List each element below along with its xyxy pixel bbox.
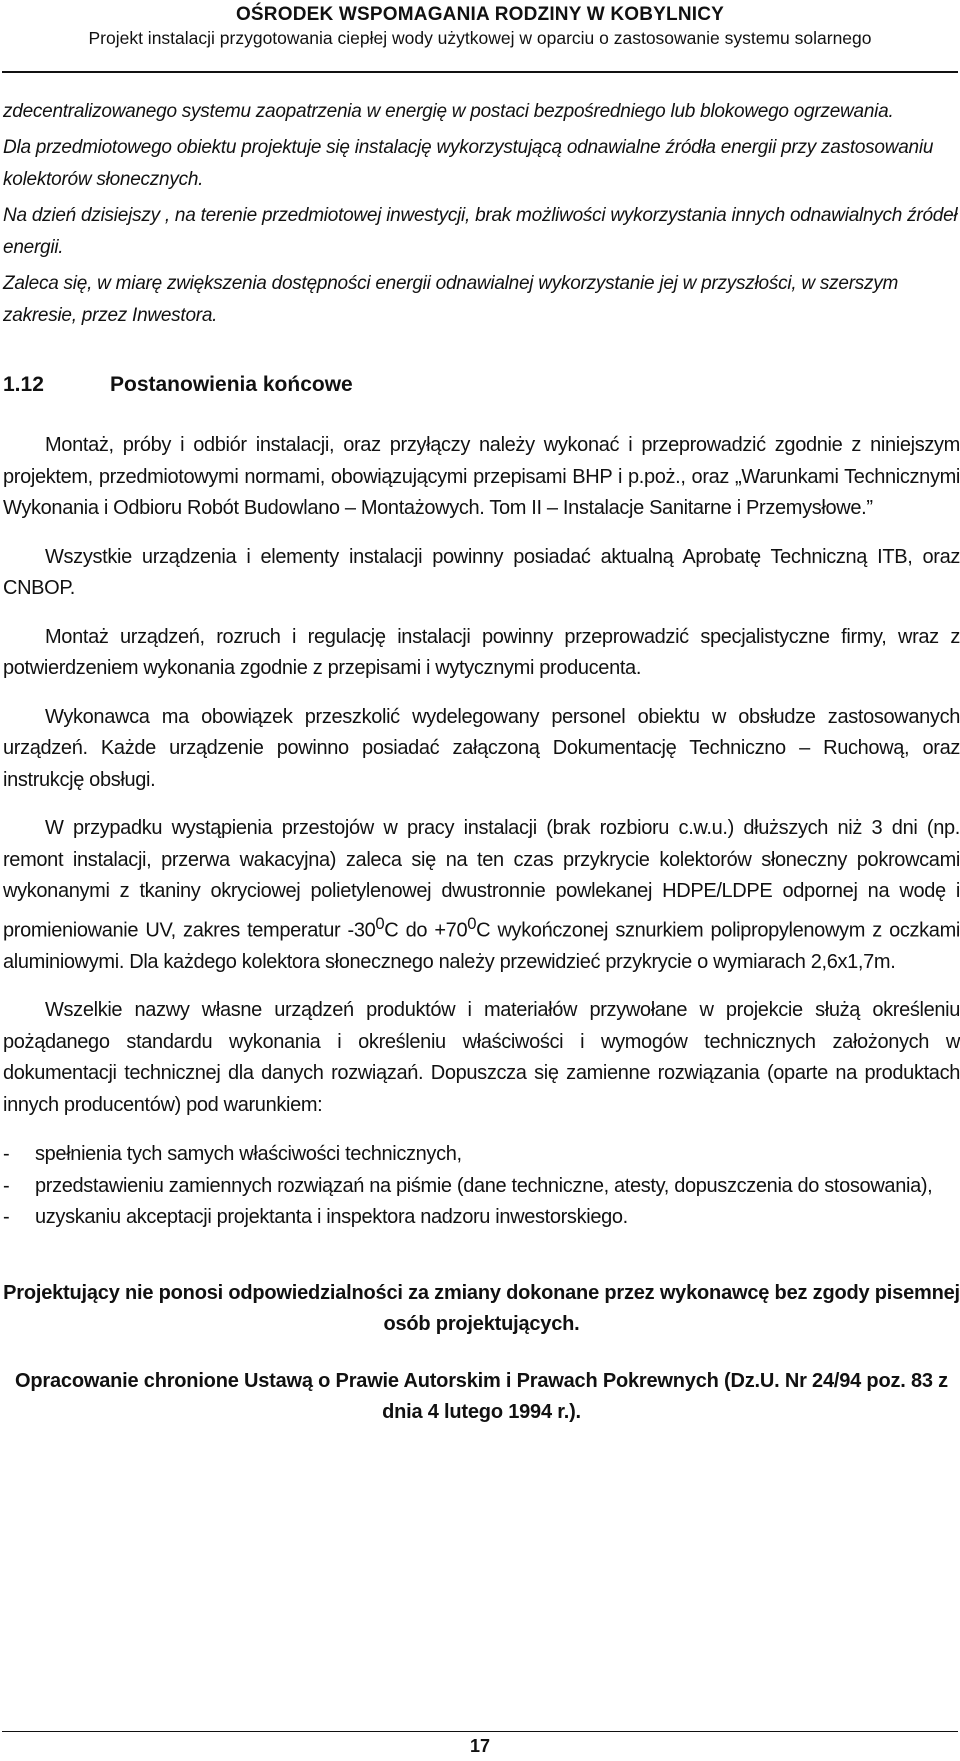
liability-notice: Projektujący nie ponosi odpowiedzialności za zmiany dokonane przez wykonawcę bez zgody pisemnej osób projektujących. [3, 1281, 960, 1335]
paragraph-approvals: Wszystkie urządzenia i elementy instalacji powinny posiadać aktualną Aprobatę Techniczną ITB, oraz CNBOP. [3, 545, 960, 599]
list-item [3, 1202, 960, 1234]
document-body [3, 96, 960, 1428]
intro-paragraph-3: Na dzień dzisiejszy , na terenie przedmiotowej inwestycji, brak możliwości wykorzystania innych odnawialnych źródeł energii. [3, 205, 958, 258]
list-item-text: przedstawieniu zamiennych rozwiązań na piśmie (dane techniczne, atesty, dopuszczenia do stosowania), [35, 1174, 933, 1197]
downtime-text-end: C wykończonej sznurkiem polipropylenowym z oczkami aluminiowymi. Dla każdego kolektora słonecznego należy przewidzieć przykrycie o wymiarach 2,6x1,7m. [3, 919, 960, 973]
list-item [3, 1139, 960, 1171]
degree-superscript-2: 0 [467, 913, 477, 933]
page-number: 17 [469, 1736, 491, 1756]
intro-paragraph-4: Zaleca się, w miarę zwiększenia dostępności energii odnawialnej wykorzystanie jej w przyszłości, w szerszym zakresie, przez Inwestora. [3, 273, 899, 326]
list-item-text: uzyskaniu akceptacji projektanta i inspektora nadzoru inwestorskiego. [35, 1206, 628, 1229]
downtime-text-middle: C do +70 [384, 919, 468, 942]
paragraph-assembly: Montaż urządzeń, rozruch i regulację instalacji powinny przeprowadzić specjalistyczne firmy, wraz z potwierdzeniem wykonania zgodnie z przepisami i wytycznymi producenta. [3, 625, 960, 679]
list-item-text: spełnienia tych samych właściwości technicznych, [35, 1143, 462, 1166]
conditions-list [3, 1139, 960, 1234]
list-dash: - [3, 1206, 10, 1229]
paragraph-downtime [3, 813, 960, 978]
section-number: 1.12 [3, 373, 44, 396]
list-dash: - [3, 1143, 10, 1166]
header-project-title: Projekt instalacji przygotowania ciepłej wody użytkowej w oparciu o zastosowanie systemu solarnego [88, 28, 872, 48]
paragraph-training: Wykonawca ma obowiązek przeszkolić wydelegowany personel obiektu w obsłudze zastosowanych urządzeń. Każde urządzenie powinno posiadać załączoną Dokumentację Techniczno – Ruchową, oraz instrukcję obsługi. [3, 705, 960, 791]
degree-superscript-1: 0 [375, 913, 385, 933]
header-organization: OŚRODEK WSPOMAGANIA RODZINY W KOBYLNICY [235, 4, 725, 25]
header-divider [2, 71, 958, 73]
copyright-notice: Opracowanie chronione Ustawą o Prawie Autorskim i Prawach Pokrewnych (Dz.U. Nr 24/94 poz. 83 z dnia 4 lutego 1994 r.). [15, 1369, 948, 1423]
section-heading [3, 370, 960, 400]
list-dash: - [3, 1174, 10, 1197]
page-header [0, 4, 960, 50]
intro-paragraph-2: Dla przedmiotowego obiektu projektuje się instalację wykorzystującą odnawialne źródła energii przy zastosowaniu kolektorów słonecznych. [3, 137, 934, 190]
downtime-text-start: W przypadku wystąpienia przestojów w pracy instalacji (brak rozbioru c.w.u.) dłuższych niż 3 dni (np. remont instalacji, przerwa wakacyjna) zaleca się na ten czas przykrycie kolektorów słoneczny pokrowcami wykonanymi z tkaniny okryciowej polietylenowej dwustronnie powlekanej HDPE/LDPE odpornej na wodę i promieniowanie UV, zakres temperatur -30 [3, 817, 960, 942]
footer-divider [2, 1731, 958, 1732]
paragraph-installation: Montaż, próby i odbiór instalacji, oraz przyłączy należy wykonać i przeprowadzić zgodnie z niniejszym projektem, przedmiotowymi normami, obowiązującymi przepisami BHP i p.poż., oraz „Warunkami Technicznymi Wykonania i Odbioru Robót Budowlano – Montażowych. Tom II – Instalacje Sanitarne i Przemysłowe.” [3, 434, 960, 519]
section-title: Postanowienia końcowe [110, 373, 353, 396]
list-item [3, 1171, 960, 1203]
paragraph-proper-names: Wszelkie nazwy własne urządzeń produktów i materiałów przywołane w projekcie służą określeniu pożądanego standardu wykonania i określeniu właściwości i wymogów technicznych założonych w dokumentacji technicznej dla danych rozwiązań. Dopuszcza się zamienne rozwiązania (oparte na produktach innych producentów) pod warunkiem: [3, 999, 960, 1116]
intro-paragraph-1: zdecentralizowanego systemu zaopatrzenia w energię w postaci bezpośredniego lub blokowego ogrzewania. [3, 101, 894, 122]
